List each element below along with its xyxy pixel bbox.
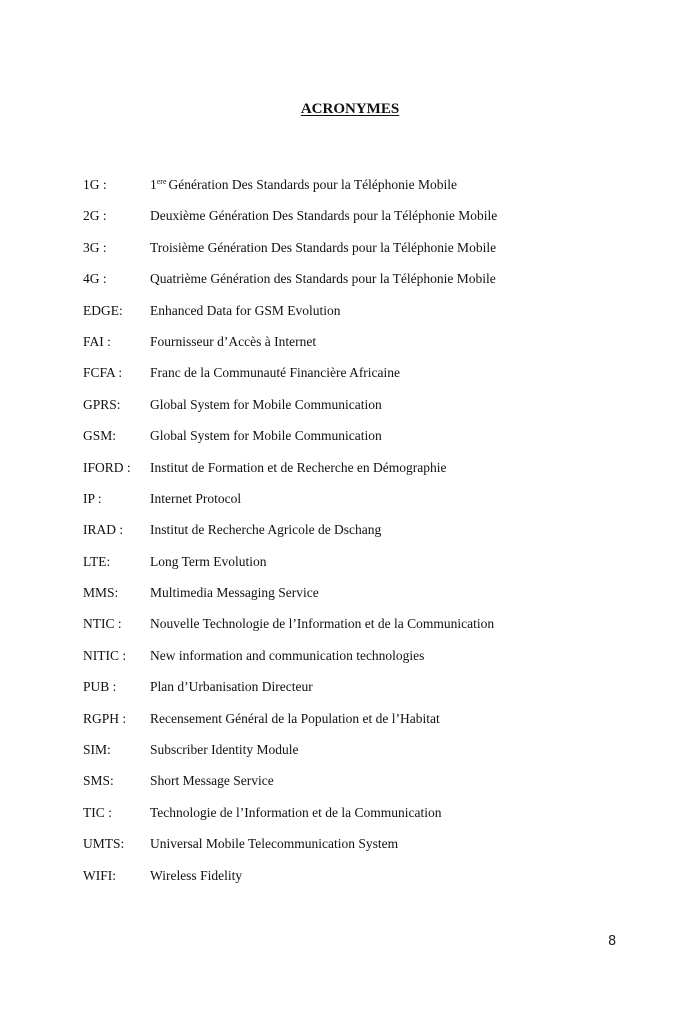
acronym-definition: Universal Mobile Telecommunication System [150, 836, 399, 852]
acronym-term: 3G : [83, 239, 107, 255]
acronym-definition: Institut de Formation et de Recherche en Démographie [150, 459, 447, 475]
acronym-definition: Franc de la Communauté Financière Africaine [150, 365, 401, 381]
acronym-row [83, 427, 643, 458]
acronym-term: SIM: [83, 742, 111, 758]
page-number: 8 [608, 934, 617, 949]
acronym-row [83, 741, 643, 772]
acronym-row [83, 804, 643, 835]
acronym-term: FAI : [83, 333, 111, 349]
acronym-definition-prefix: 1 [150, 177, 157, 192]
acronym-term: IRAD : [83, 522, 124, 538]
acronym-row [83, 302, 643, 333]
acronym-definition: Nouvelle Technologie de l’Information et de la Communication [150, 616, 495, 632]
acronym-definition: Enhanced Data for GSM Evolution [150, 302, 341, 318]
acronym-term: WIFI: [83, 867, 116, 883]
acronym-row [83, 207, 643, 238]
acronym-row [83, 333, 643, 364]
acronym-row [83, 490, 643, 521]
acronym-row [83, 647, 643, 678]
acronym-term: FCFA : [83, 365, 123, 381]
acronym-term: EDGE: [83, 302, 123, 318]
acronym-definition: Plan d’Urbanisation Directeur [150, 679, 313, 695]
acronym-term: LTE: [83, 553, 111, 569]
acronym-definition: Deuxième Génération Des Standards pour la Téléphonie Mobile [150, 208, 498, 224]
acronym-term: SMS: [83, 773, 114, 789]
acronym-term: RGPH : [83, 710, 127, 726]
acronym-list [83, 176, 643, 898]
acronym-row [83, 835, 643, 866]
acronym-term: IFORD : [83, 459, 131, 475]
acronym-definition-superscript: ere [156, 176, 167, 186]
acronym-term: GPRS: [83, 396, 121, 412]
acronym-term: PUB : [83, 679, 117, 695]
acronym-row [83, 459, 643, 490]
acronym-definition: Technologie de l’Information et de la Communication [150, 804, 442, 820]
acronym-definition: Global System for Mobile Communication [150, 396, 382, 412]
acronym-definition: Multimedia Messaging Service [150, 585, 319, 601]
acronym-definition: Subscriber Identity Module [150, 742, 299, 758]
acronym-row [83, 176, 643, 207]
acronym-definition: Wireless Fidelity [150, 867, 243, 883]
acronym-definition: Recensement Général de la Population et de l’Habitat [150, 710, 440, 726]
acronym-definition [150, 176, 457, 194]
acronym-definition: Long Term Evolution [150, 553, 267, 569]
acronym-term: NTIC : [83, 616, 122, 632]
acronym-definition: Global System for Mobile Communication [150, 428, 382, 444]
acronym-row [83, 584, 643, 615]
acronym-term: 4G : [83, 271, 107, 287]
acronym-term: IP : [83, 490, 102, 506]
acronym-row [83, 772, 643, 803]
acronym-row [83, 270, 643, 301]
acronym-definition: Quatrième Génération des Standards pour la Téléphonie Mobile [150, 271, 496, 287]
acronym-term: NITIC : [83, 647, 127, 663]
acronym-row [83, 615, 643, 646]
acronym-row [83, 867, 643, 898]
page-title: ACRONYMES [300, 101, 400, 117]
acronym-term: UMTS: [83, 836, 125, 852]
acronym-definition: New information and communication technologies [150, 647, 425, 663]
acronym-term: MMS: [83, 585, 119, 601]
acronym-row [83, 364, 643, 395]
acronym-definition: Internet Protocol [150, 490, 242, 506]
acronym-row [83, 553, 643, 584]
acronym-definition: Fournisseur d’Accès à Internet [150, 333, 317, 349]
acronym-row [83, 396, 643, 427]
acronym-definition: Troisième Génération Des Standards pour la Téléphonie Mobile [150, 239, 497, 255]
acronym-row [83, 239, 643, 270]
acronym-term: GSM: [83, 428, 117, 444]
acronym-row [83, 521, 643, 552]
acronym-row [83, 710, 643, 741]
acronym-definition-text: Génération Des Standards pour la Téléphonie Mobile [168, 177, 457, 192]
acronym-term: TIC : [83, 804, 112, 820]
acronym-row [83, 678, 643, 709]
acronym-definition: Institut de Recherche Agricole de Dschang [150, 522, 382, 538]
acronym-term: 2G : [83, 208, 107, 224]
acronym-term: 1G : [83, 177, 107, 192]
acronym-definition: Short Message Service [150, 773, 274, 789]
